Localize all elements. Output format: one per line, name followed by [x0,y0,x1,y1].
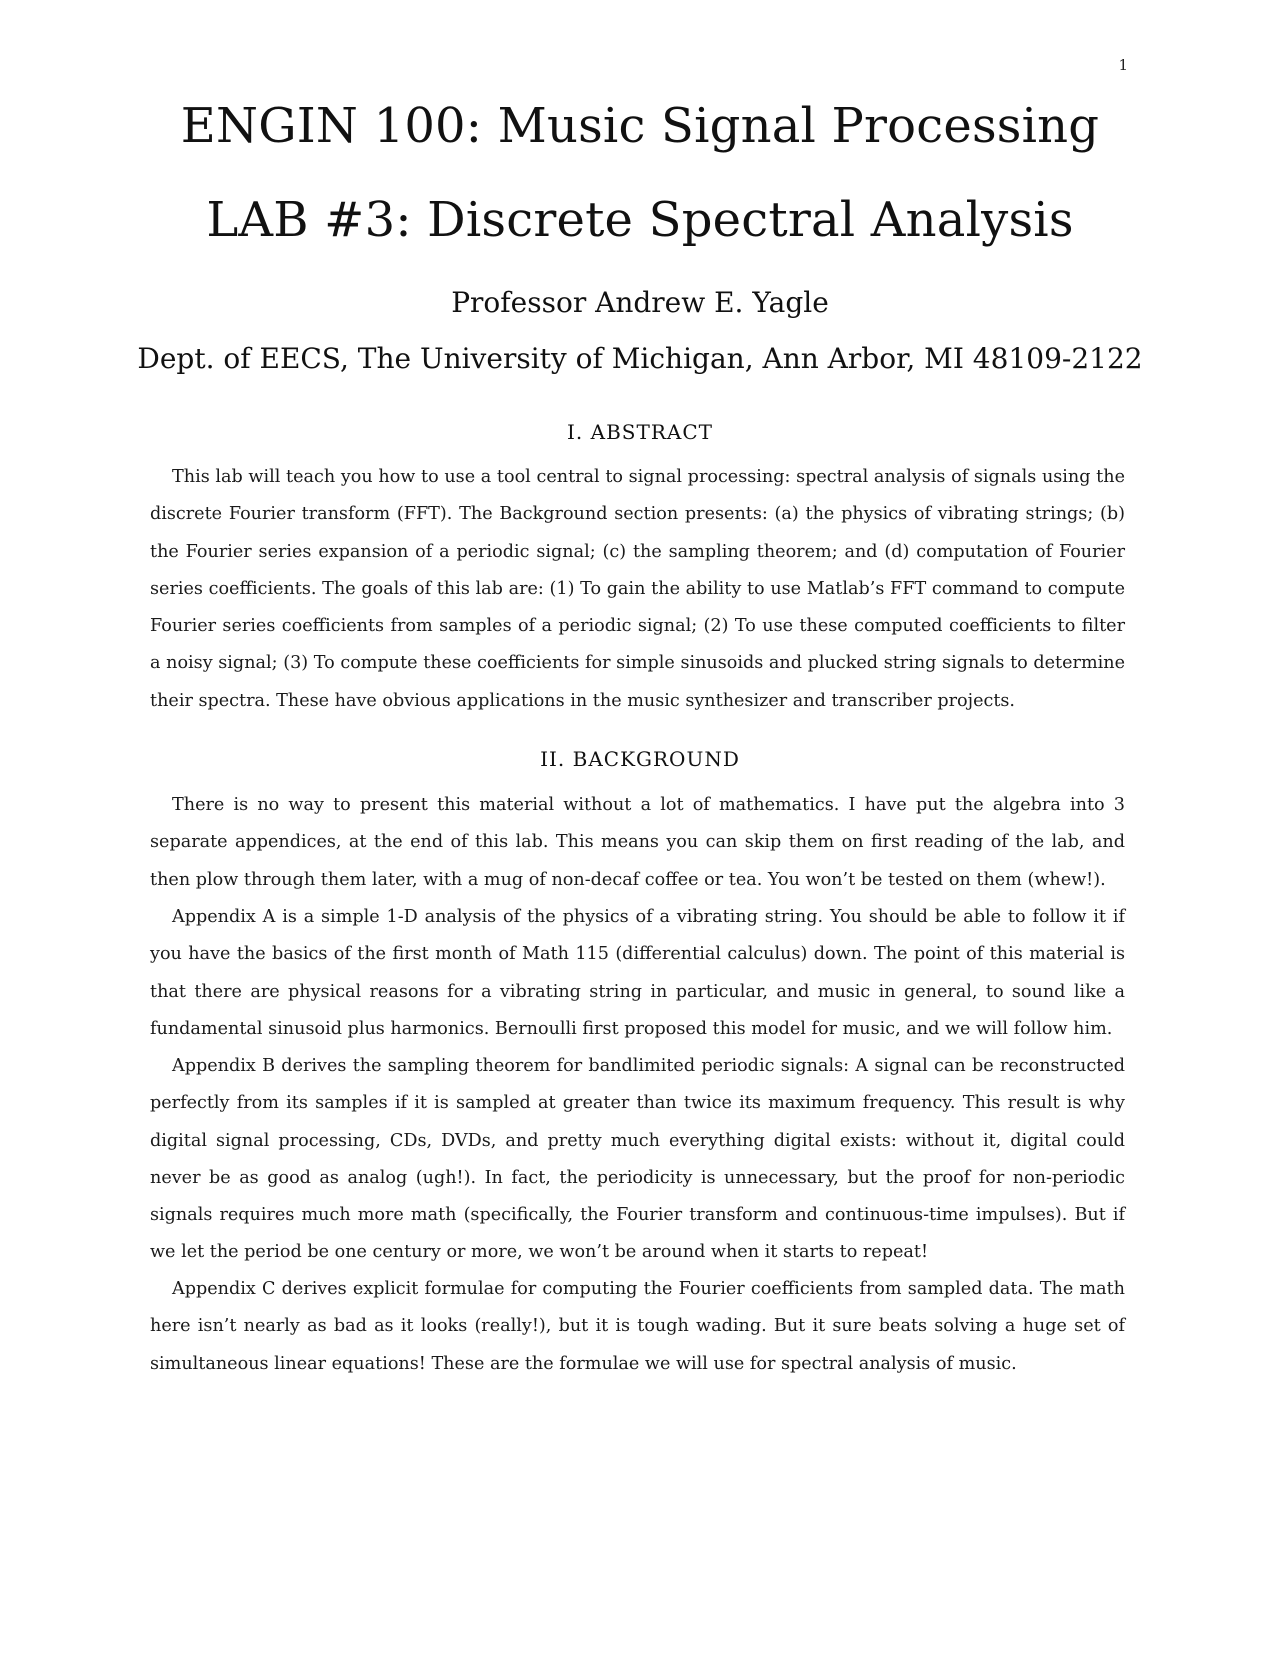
background-heading: II. BACKGROUND [540,747,740,771]
background-paragraph-2: Appendix A is a simple 1-D analysis of the physics of a vibrating string. You should be able to follow it if you have the basics of the first month of Math 115 (differential calculus) down. The point of this material is that there are physical reasons for a vibrating string in particular, and music in general, to sound like a fundamental sinusoid plus harmonics. Bernoulli first proposed this model for music, and we will follow him. [150,907,1125,1039]
abstract-paragraph: This lab will teach you how to use a tool central to signal processing: spectral analysis of signals using the discrete Fourier transform (FFT). The Background section presents: (a) the physics of vibrating strings; (b) the Fourier series expansion of a periodic signal; (c) the sampling theorem; and (d) computation of Fourier series coefficients. The goals of this lab are: (1) To gain the ability to use Matlab’s FFT command to compute Fourier series coefficients from samples of a periodic signal; (2) To use these computed coefficients to filter a noisy signal; (3) To compute these coefficients for simple sinusoids and plucked string signals to determine their spectra. These have obvious applications in the music synthesizer and transcriber projects. [150,467,1125,711]
background-paragraph-4: Appendix C derives explicit formulae for computing the Fourier coefficients from sampled data. The math here isn’t nearly as bad as it looks (really!), but it is tough wading. But it sure beats solving a huge set of simultaneous linear equations! These are the formulae we will use for spectral analysis of music. [150,1279,1125,1374]
document-title: ENGIN 100: Music Signal Processing [180,98,1100,154]
author-affiliation: Dept. of EECS, The University of Michigan, Ann Arbor, MI 48109-2122 [137,342,1143,375]
background-paragraph-1: There is no way to present this material without a lot of mathematics. I have put the algebra into 3 separate appendices, at the end of this lab. This means you can skip them on first reading of the lab, and then plow through them later, with a mug of non-decaf coffee or tea. You won’t be tested on them (whew!). [150,795,1125,890]
background-paragraph-3: Appendix B derives the sampling theorem for bandlimited periodic signals: A signal can be reconstructed perfectly from its samples if it is sampled at greater than twice its maximum frequency. This result is why digital signal processing, CDs, DVDs, and pretty much everything digital exists: without it, digital could never be as good as analog (ugh!). In fact, the periodicity is unnecessary, but the proof for non-periodic signals requires much more math (specifically, the Fourier transform and continuous-time impulses). But if we let the period be one century or more, we won’t be around when it starts to repeat! [150,1056,1125,1263]
abstract-heading: I. ABSTRACT [567,420,713,444]
page-number: 1 [1118,56,1128,74]
author-name: Professor Andrew E. Yagle [451,286,829,319]
lab-title: LAB #3: Discrete Spectral Analysis [206,192,1074,248]
